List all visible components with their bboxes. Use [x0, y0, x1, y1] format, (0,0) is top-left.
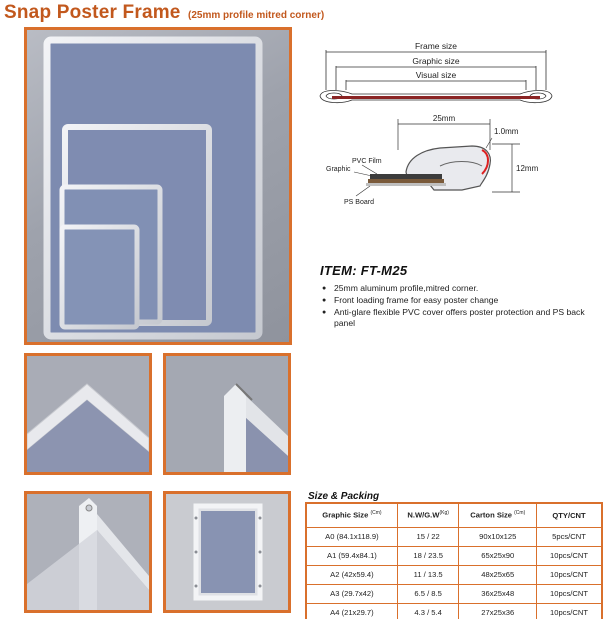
pvc-film-label: PVC Film	[352, 158, 382, 165]
cell-size: A4 (21x29.7)	[306, 603, 397, 619]
corner-photo-2	[163, 353, 291, 475]
page-header	[4, 2, 324, 24]
page-title: Snap Poster Frame	[4, 2, 181, 23]
header-qty: QTY/CNT	[537, 503, 602, 527]
feature-item: ● Front loading frame for easy poster change	[320, 295, 600, 306]
packing-header-row	[306, 503, 602, 527]
cell-qty: 10pcs/CNT	[537, 603, 602, 619]
page-subtitle: (25mm profile mitred corner)	[188, 10, 325, 21]
cell-weight: 11 / 13.5	[397, 565, 459, 584]
packing-title: Size & Packing	[308, 491, 380, 502]
wall-mounted-frame-illustration	[166, 494, 288, 610]
wall-mount-photo	[163, 491, 291, 613]
frame-size-diagram	[312, 38, 557, 106]
profile-thickness-label: 1.0mm	[494, 127, 519, 136]
graphic-size-label: Graphic size	[412, 56, 460, 66]
header-graphic-size: Graphic Size $^{(Cm)}$	[306, 503, 397, 527]
feature-list	[320, 283, 600, 330]
cell-weight: 4.3 / 5.4	[397, 603, 459, 619]
corner-photo-1	[24, 353, 152, 475]
header-weight: $N.W/G.W^{(Kg)}$	[397, 503, 459, 527]
open-corner-illustration	[166, 356, 288, 472]
cell-weight: 15 / 22	[397, 527, 459, 546]
table-row	[306, 584, 602, 603]
item-title: ITEM: FT-M25	[320, 263, 408, 278]
frame-size-label: Frame size	[414, 41, 458, 51]
profile-height-label: 12mm	[516, 164, 539, 173]
cell-weight: 6.5 / 8.5	[397, 584, 459, 603]
feature-item: ● 25mm aluminum profile,mitred corner.	[320, 283, 600, 294]
cell-carton: 36x25x48	[459, 584, 537, 603]
cell-size: A3 (29.7x42)	[306, 584, 397, 603]
cell-qty: 10pcs/CNT	[537, 584, 602, 603]
cell-carton: 27x25x36	[459, 603, 537, 619]
table-row	[306, 565, 602, 584]
corner-photo-3	[24, 491, 152, 613]
cell-size: A2 (42x59.4)	[306, 565, 397, 584]
cell-qty: 10pcs/CNT	[537, 565, 602, 584]
main-frames-photo	[24, 27, 292, 345]
packing-table	[305, 502, 603, 619]
cell-size: A0 (84.1x118.9)	[306, 527, 397, 546]
profile-cross-section-diagram	[322, 110, 572, 212]
ps-board-label: PS Board	[344, 199, 374, 206]
mitred-corner-illustration	[27, 356, 149, 472]
header-carton-size: Carton Size $^{(Cm)}$	[459, 503, 537, 527]
cell-weight: 18 / 23.5	[397, 546, 459, 565]
cell-qty: 5pcs/CNT	[537, 527, 602, 546]
table-row	[306, 546, 602, 565]
cell-carton: 90x10x125	[459, 527, 537, 546]
pvc-cover-corner-illustration	[27, 494, 149, 610]
frame-a3	[62, 227, 137, 327]
feature-item: ● Anti-glare flexible PVC cover offers poster protection and PS back panel	[320, 307, 600, 329]
table-row	[306, 603, 602, 619]
table-row	[306, 527, 602, 546]
nested-frames-illustration	[27, 30, 289, 342]
cell-qty: 10pcs/CNT	[537, 546, 602, 565]
cell-size: A1 (59.4x84.1)	[306, 546, 397, 565]
cell-carton: 48x25x65	[459, 565, 537, 584]
graphic-label: Graphic	[326, 166, 351, 173]
cell-carton: 65x25x90	[459, 546, 537, 565]
profile-width-label: 25mm	[432, 114, 456, 123]
visual-size-label: Visual size	[415, 70, 457, 80]
